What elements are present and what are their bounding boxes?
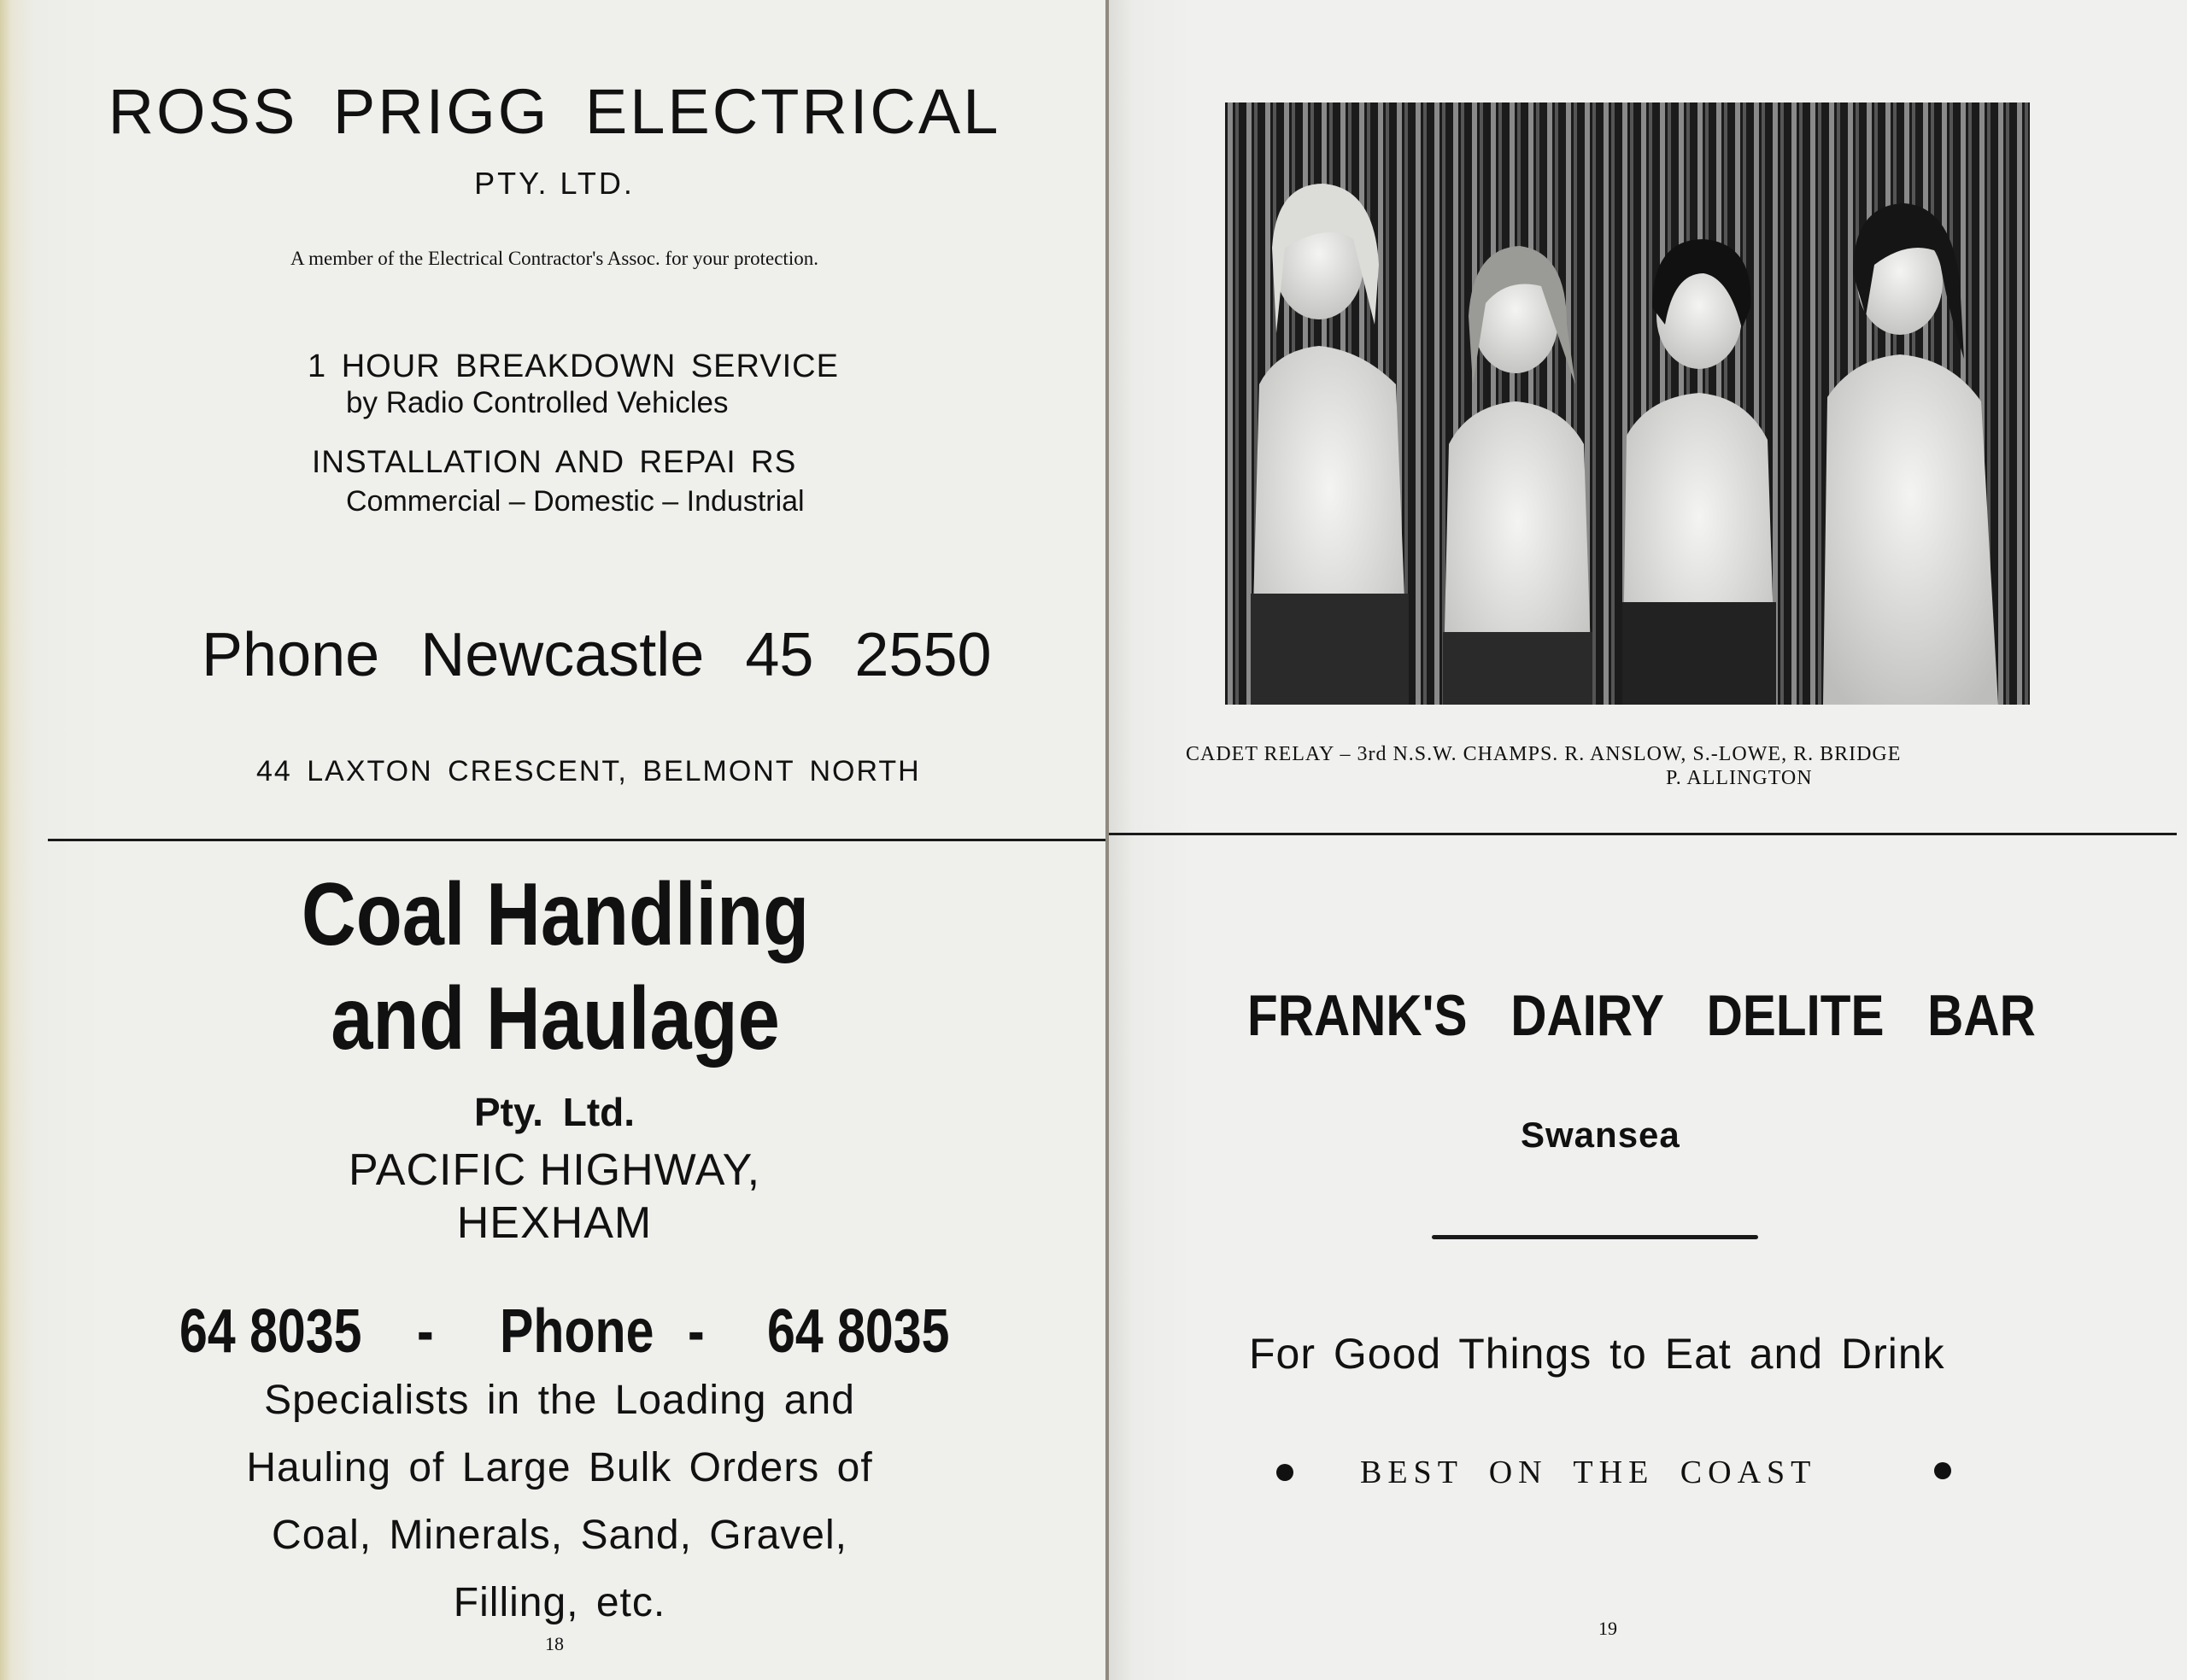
franks-dairy-rule (1432, 1235, 1758, 1239)
photo-caption-line1: CADET RELAY – 3rd N.S.W. CHAMPS. R. ANSLOW, S.-LOWE, R. BRIDGE (1186, 743, 1902, 765)
ross-prigg-member-line: A member of the Electrical Contractor's Assoc. for your protection. (290, 248, 818, 269)
breakdown-service-line: 1 HOUR BREAKDOWN SERVICE (308, 348, 839, 384)
coal-phone-row (179, 1297, 948, 1365)
coal-address-line2: HEXHAM (456, 1198, 653, 1248)
section-divider-left (48, 839, 1109, 841)
ross-prigg-title: ROSS PRIGG ELECTRICAL (108, 76, 1001, 147)
coal-address-line1: PACIFIC HIGHWAY, (348, 1145, 761, 1195)
franks-dairy-tagline: For Good Things to Eat and Drink (1249, 1330, 1945, 1378)
franks-dairy-title: FRANK'S DAIRY DELITE BAR (1247, 983, 2036, 1048)
coal-phone-dash-right: - (688, 1297, 705, 1366)
coal-phone-number-right: 64 8035 (767, 1297, 950, 1366)
bullet-dot-left (1276, 1464, 1293, 1481)
cadet-relay-team-photo (1225, 102, 2030, 705)
team-photo-illustration (1225, 102, 2030, 705)
photo-caption-line2: P. ALLINGTON (1666, 767, 1813, 789)
ross-prigg-phone: Phone Newcastle 45 2550 (202, 621, 992, 689)
coal-phone-dash-left: - (417, 1297, 434, 1366)
page-number-right: 19 (1598, 1618, 1617, 1639)
coal-specialists-text: Specialists in the Loading and Hauling of Large Bulk Orders of Coal, Minerals, Sand, Gravel, Filling, etc. (246, 1378, 873, 1625)
coal-handling-title: Coal Handling and Haulage (301, 865, 810, 1068)
sectors-line: Commercial – Domestic – Industrial (346, 485, 805, 518)
section-divider-right (1109, 833, 2177, 835)
coal-phone-number-left: 64 8035 (179, 1297, 362, 1366)
bullet-dot-right (1934, 1462, 1951, 1479)
ross-prigg-subtitle: PTY. LTD. (474, 166, 635, 201)
franks-dairy-slogan: BEST ON THE COAST (1360, 1455, 1817, 1490)
franks-dairy-town: Swansea (1521, 1115, 1680, 1155)
coal-handling-subtitle: Pty. Ltd. (473, 1090, 636, 1134)
coal-phone-label: Phone (500, 1297, 654, 1366)
ross-prigg-address: 44 LAXTON CRESCENT, BELMONT NORTH (256, 755, 921, 787)
radio-vehicles-line: by Radio Controlled Vehicles (346, 386, 729, 419)
installation-repairs-line: INSTALLATION AND REPAI RS (312, 444, 797, 479)
page-number-left: 18 (545, 1633, 564, 1654)
